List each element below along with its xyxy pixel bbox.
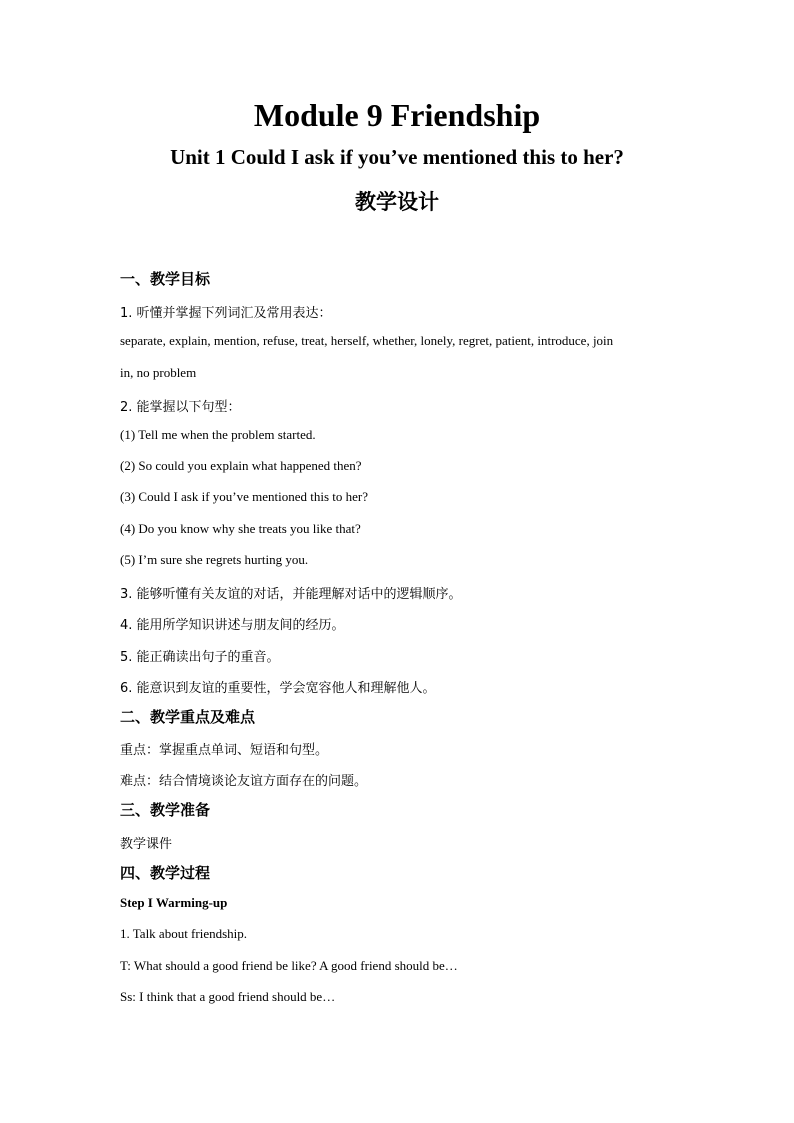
document-title: Module 9 Friendship <box>253 97 541 133</box>
document-subtitle: Unit 1 Could I ask if you’ve mentioned this to her? <box>170 145 624 169</box>
process-line-2: T: What should a good friend be like? A good friend should be… <box>120 958 458 973</box>
section-heading-key-points: 二、教学重点及难点 <box>120 708 256 726</box>
section-heading-preparation: 三、教学准备 <box>120 801 211 819</box>
section-heading-objectives: 一、教学目标 <box>120 270 211 288</box>
vocab-line-2: in, no problem <box>120 365 197 380</box>
objective-item-2: 2. 能掌握以下句型： <box>120 400 241 415</box>
difficult-point: 难点：结合情境谈论友谊方面存在的问题。 <box>120 774 368 789</box>
document-type: 教学设计 <box>355 190 439 214</box>
objective-item-5: 5. 能正确读出句子的重音。 <box>120 650 280 665</box>
sentence-pattern-2: (2) So could you explain what happened then? <box>120 458 362 473</box>
objective-item-6: 6. 能意识到友谊的重要性，学会宽容他人和理解他人。 <box>120 681 436 696</box>
sentence-pattern-5: (5) I’m sure she regrets hurting you. <box>120 552 309 567</box>
section-heading-process: 四、教学过程 <box>120 864 211 882</box>
objective-item-1: 1. 听懂并掌握下列词汇及常用表达： <box>120 306 332 321</box>
step-title: Step I Warming-up <box>120 895 228 910</box>
process-line-1: 1. Talk about friendship. <box>120 926 248 941</box>
vocab-line-1: separate, explain, mention, refuse, treat, herself, whether, lonely, regret, patient, introduce, join <box>120 333 614 348</box>
sentence-pattern-3: (3) Could I ask if you’ve mentioned this to her? <box>120 489 369 504</box>
key-point: 重点：掌握重点单词、短语和句型。 <box>120 743 329 758</box>
objective-item-4: 4. 能用所学知识讲述与朋友间的经历。 <box>120 618 345 633</box>
sentence-pattern-1: (1) Tell me when the problem started. <box>120 427 316 442</box>
objective-item-3: 3. 能够听懂有关友谊的对话，并能理解对话中的逻辑顺序。 <box>120 587 462 602</box>
sentence-pattern-4: (4) Do you know why she treats you like that? <box>120 521 361 536</box>
preparation-content: 教学课件 <box>120 837 173 852</box>
process-line-3: Ss: I think that a good friend should be… <box>120 989 336 1004</box>
